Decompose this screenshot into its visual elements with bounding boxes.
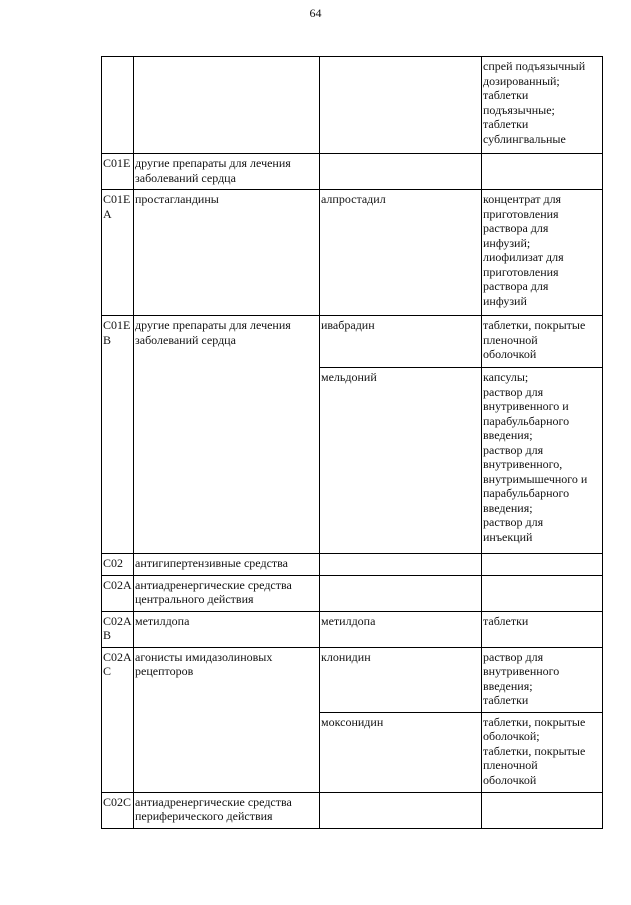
dosage-form-cell bbox=[482, 712, 603, 792]
group-name-cell: антиадренергические средства периферического действия bbox=[134, 792, 320, 828]
group-name-cell: метилдопа bbox=[134, 611, 320, 647]
dosage-form-line: раствора для bbox=[483, 279, 549, 293]
dosage-form-line: капсулы; bbox=[483, 370, 529, 384]
dosage-form-line: концентрат для bbox=[483, 192, 562, 206]
dosage-form-line: инъекций bbox=[483, 529, 533, 544]
atc-code-cell: C01E bbox=[102, 154, 134, 190]
table-row bbox=[102, 575, 603, 611]
dosage-form-line: таблетки, покрытые bbox=[483, 318, 586, 332]
dosage-form-line: таблетки, покрытые bbox=[483, 714, 586, 729]
atc-code-cell bbox=[102, 57, 134, 154]
table-row bbox=[102, 554, 603, 576]
inn-cell: мельдоний bbox=[320, 368, 482, 554]
dosage-form-cell bbox=[482, 554, 603, 576]
dosage-form-line: раствор для bbox=[483, 649, 544, 664]
dosage-form-line: подъязычные; bbox=[483, 102, 555, 117]
dosage-form-line: парабульбарного bbox=[483, 486, 570, 500]
drug-table bbox=[101, 56, 603, 829]
inn-cell: метилдопа bbox=[320, 611, 482, 647]
dosage-form-line: внутривенного bbox=[483, 664, 560, 678]
dosage-form-line: парабульбарного bbox=[483, 413, 570, 428]
atc-code-cell: C02C bbox=[102, 792, 134, 828]
dosage-form-line: раствор для bbox=[483, 515, 544, 529]
dosage-form-line: введения; bbox=[483, 428, 533, 442]
atc-code-cell: C01EB bbox=[102, 316, 134, 554]
dosage-form-line: внутримышечного и bbox=[483, 471, 588, 486]
dosage-form-line: приготовления bbox=[483, 264, 559, 279]
dosage-form-line: дозированный; bbox=[483, 73, 560, 88]
dosage-form-cell bbox=[482, 190, 603, 316]
dosage-form-line: сублингвальные bbox=[483, 131, 566, 146]
dosage-form-line: раствор для bbox=[483, 442, 544, 457]
table-row bbox=[102, 57, 603, 154]
dosage-form-cell bbox=[482, 57, 603, 154]
dosage-form-cell bbox=[482, 792, 603, 828]
group-name-cell bbox=[134, 57, 320, 154]
group-name-cell: другие препараты для лечения заболеваний сердца bbox=[134, 154, 320, 190]
dosage-form-cell bbox=[482, 575, 603, 611]
dosage-form-line: введения; bbox=[483, 678, 533, 693]
dosage-form-line: раствора для bbox=[483, 221, 549, 235]
dosage-form-cell bbox=[482, 611, 603, 647]
dosage-form-line: инфузий bbox=[483, 293, 527, 308]
inn-cell bbox=[320, 57, 482, 154]
dosage-form-line: оболочкой; bbox=[483, 729, 540, 743]
dosage-form-line: таблетки bbox=[483, 613, 529, 628]
dosage-form-line: внутривенного и bbox=[483, 399, 569, 413]
inn-cell: ивабрадин bbox=[320, 316, 482, 368]
dosage-form-line: введения; bbox=[483, 500, 533, 515]
table-row bbox=[102, 316, 603, 368]
group-name-cell: другие препараты для лечения заболеваний сердца bbox=[134, 316, 320, 554]
table-row bbox=[102, 154, 603, 190]
inn-cell bbox=[320, 575, 482, 611]
dosage-form-line: пленочной bbox=[483, 332, 538, 347]
atc-code-cell: C02A bbox=[102, 575, 134, 611]
atc-code-cell: C02AC bbox=[102, 647, 134, 792]
table-row bbox=[102, 792, 603, 828]
dosage-form-line: таблетки bbox=[483, 693, 529, 707]
atc-code-cell: C01EA bbox=[102, 190, 134, 316]
inn-cell bbox=[320, 554, 482, 576]
table-row bbox=[102, 611, 603, 647]
dosage-form-line: инфузий; bbox=[483, 235, 531, 250]
dosage-form-line: оболочкой bbox=[483, 772, 537, 787]
dosage-form-line: спрей подъязычный bbox=[483, 59, 586, 73]
dosage-form-line: таблетки bbox=[483, 88, 529, 102]
table-row bbox=[102, 190, 603, 316]
group-name-cell: антигипертензивные средства bbox=[134, 554, 320, 576]
inn-cell bbox=[320, 154, 482, 190]
dosage-form-cell bbox=[482, 368, 603, 554]
page-number: 64 bbox=[309, 6, 322, 20]
dosage-form-line: раствор для bbox=[483, 384, 544, 399]
dosage-form-cell bbox=[482, 647, 603, 712]
dosage-form-cell bbox=[482, 316, 603, 368]
dosage-form-line: приготовления bbox=[483, 206, 559, 221]
inn-cell: моксонидин bbox=[320, 712, 482, 792]
atc-code-cell: C02AB bbox=[102, 611, 134, 647]
group-name-cell: антиадренергические средства центрального действия bbox=[134, 575, 320, 611]
atc-code-cell: C02 bbox=[102, 554, 134, 576]
table-row bbox=[102, 647, 603, 712]
dosage-form-line: таблетки bbox=[483, 117, 529, 131]
group-name-cell: простагландины bbox=[134, 190, 320, 316]
dosage-form-line: пленочной bbox=[483, 758, 538, 772]
dosage-form-cell bbox=[482, 154, 603, 190]
inn-cell bbox=[320, 792, 482, 828]
inn-cell: алпростадил bbox=[320, 190, 482, 316]
dosage-form-line: оболочкой bbox=[483, 347, 537, 361]
dosage-form-line: лиофилизат для bbox=[483, 250, 564, 264]
dosage-form-line: таблетки, покрытые bbox=[483, 743, 586, 758]
inn-cell: клонидин bbox=[320, 647, 482, 712]
group-name-cell: агонисты имидазолиновых рецепторов bbox=[134, 647, 320, 792]
dosage-form-line: внутривенного, bbox=[483, 457, 563, 471]
